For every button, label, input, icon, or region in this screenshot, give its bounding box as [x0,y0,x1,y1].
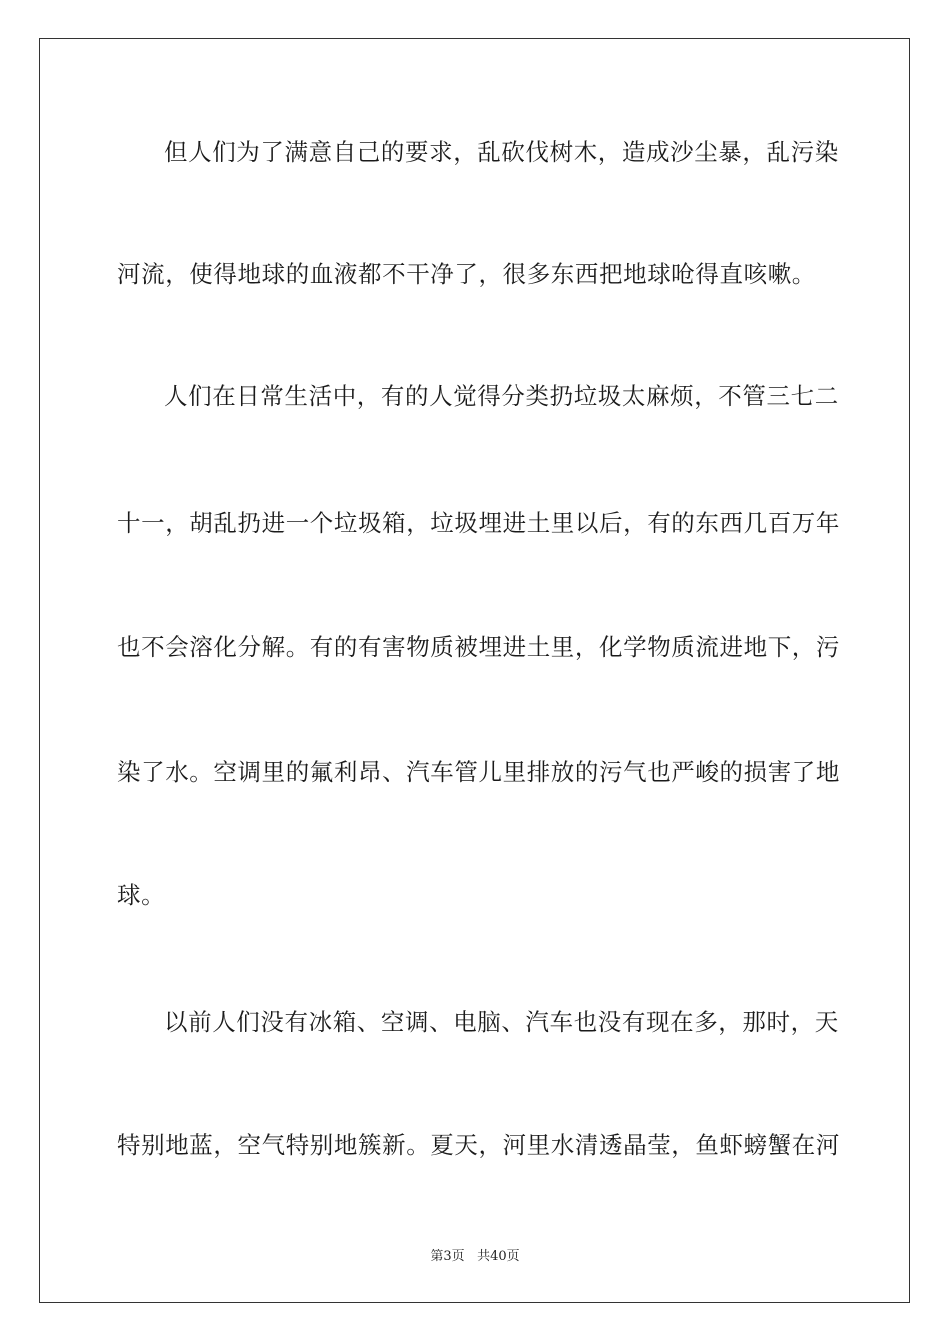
paragraph-1-line-1: 但人们为了满意自己的要求，乱砍伐树木，造成沙尘暴，乱污染 [164,138,839,166]
paragraph-3-line-1: 以前人们没有冰箱、空调、电脑、汽车也没有现在多，那时，天 [164,1008,839,1036]
paragraph-2-line-3: 也不会溶化分解。有的有害物质被埋进土里，化学物质流进地下，污 [117,633,840,661]
paragraph-1-line-2: 河流，使得地球的血液都不干净了，很多东西把地球呛得直咳嗽。 [117,260,816,288]
paragraph-2-line-2: 十一，胡乱扔进一个垃圾箱，垃圾埋进土里以后，有的东西几百万年 [117,509,840,537]
page-footer [0,1248,950,1266]
total-pages: 共40页 [477,1249,520,1264]
paragraph-2-line-5: 球。 [117,881,166,909]
paragraph-3-line-2: 特别地蓝，空气特别地簇新。夏天，河里水清透晶莹，鱼虾螃蟹在河 [117,1131,840,1159]
page-number: 第3页 [430,1249,465,1264]
paragraph-2-line-1: 人们在日常生活中，有的人觉得分类扔垃圾太麻烦，不管三七二 [164,382,839,410]
page-border [39,38,910,1303]
paragraph-2-line-4: 染了水。空调里的氟利昂、汽车管儿里排放的污气也严峻的损害了地 [117,758,840,786]
